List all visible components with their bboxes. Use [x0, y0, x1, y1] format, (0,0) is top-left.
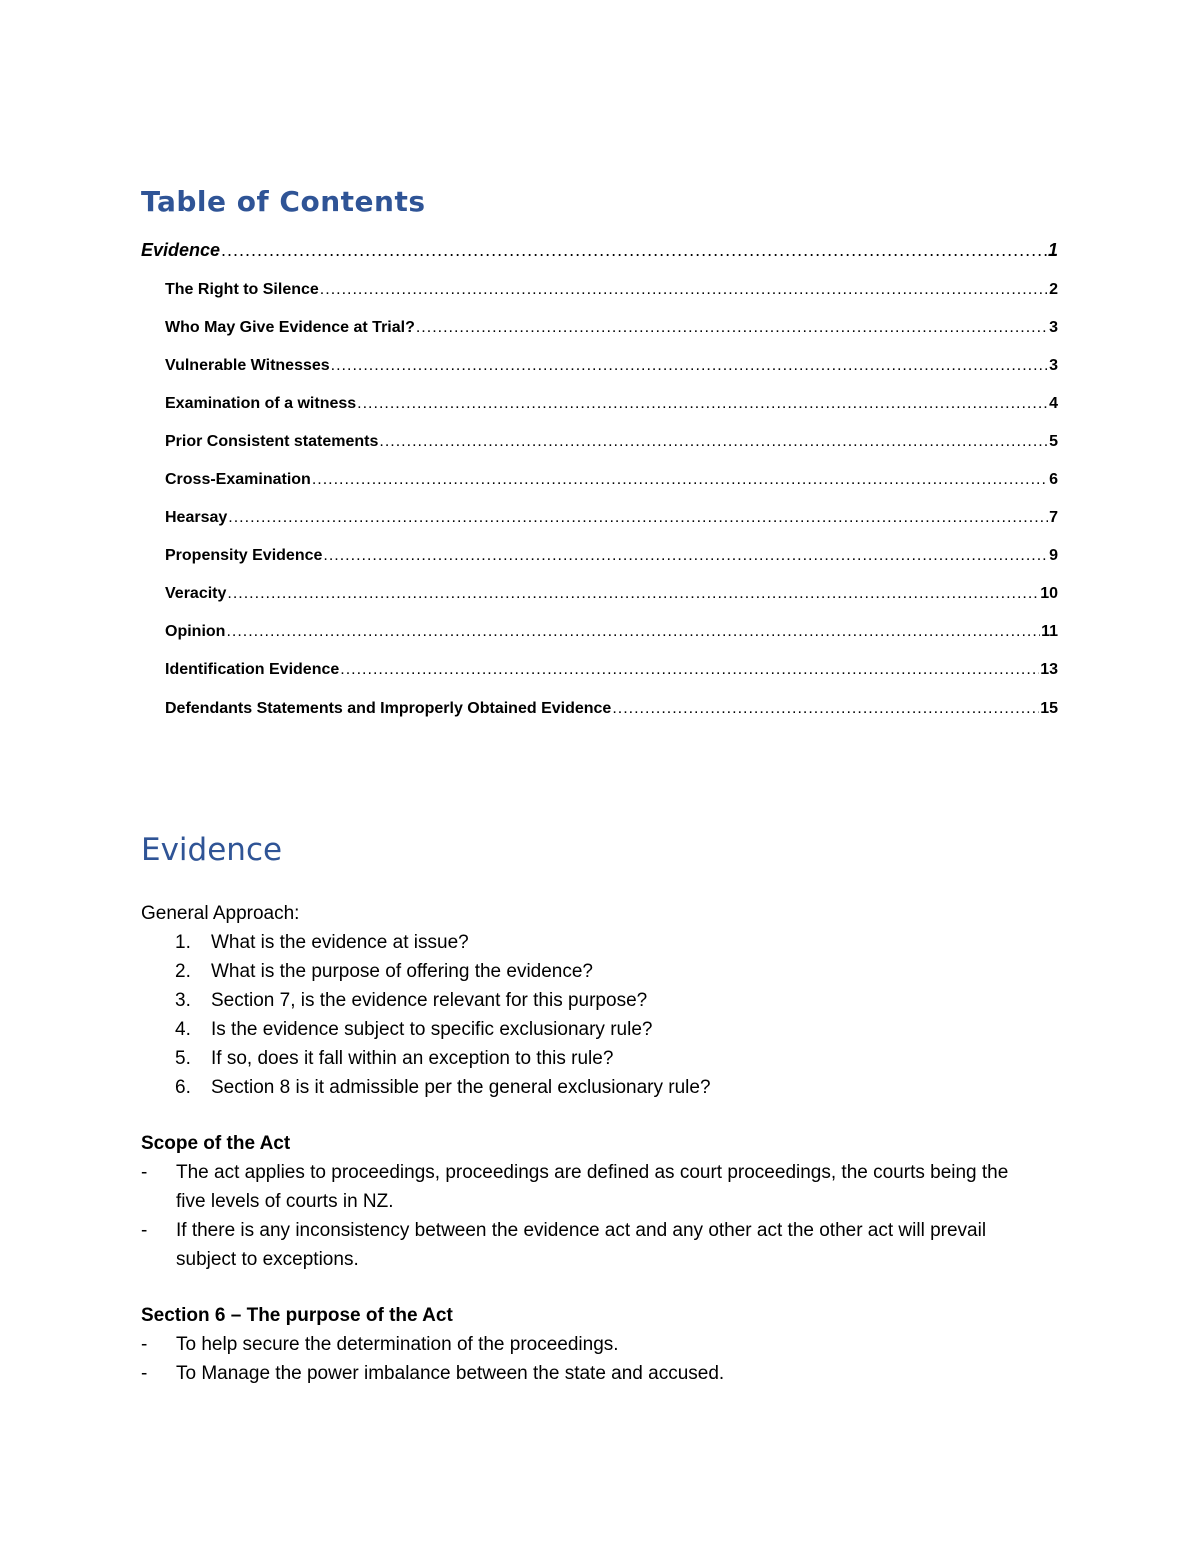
list-item-text: What is the evidence at issue?: [211, 932, 469, 953]
toc-page-number: 1: [1047, 240, 1058, 260]
toc-entry-label: Hearsay: [165, 509, 228, 526]
toc-entry-opinion[interactable]: [165, 623, 1058, 641]
list-number: 3.: [175, 990, 191, 1011]
toc-entry-label: Propensity Evidence: [165, 547, 323, 564]
list-item-text: What is the purpose of offering the evidence?: [211, 961, 594, 982]
toc-page-number: 10: [1040, 585, 1058, 602]
section-heading-evidence: Evidence: [141, 832, 283, 868]
toc-leader-dots: [612, 700, 1039, 718]
general-approach-steps: [141, 928, 711, 1102]
toc-leader-dots: [340, 661, 1039, 679]
list-item-text: The act applies to proceedings, proceedings are defined as court proceedings, the courts being the five levels of courts in NZ.: [176, 1162, 1009, 1212]
toc-title: Table of Contents: [141, 185, 426, 218]
list-number: 4.: [175, 1019, 191, 1040]
list-item: [141, 1216, 1041, 1274]
toc-entry-label: The Right to Silence: [165, 281, 319, 298]
toc-entry-label: Identification Evidence: [165, 661, 340, 678]
list-item-text: To help secure the determination of the proceedings.: [176, 1334, 619, 1355]
toc-entry-right-to-silence[interactable]: [165, 281, 1058, 299]
toc-entry-who-may-give-evidence[interactable]: [165, 319, 1058, 337]
toc-entry-label: Evidence: [141, 240, 221, 260]
list-number: 1.: [175, 932, 191, 953]
toc-page-number: 13: [1040, 661, 1058, 678]
toc-page-number: 4: [1049, 395, 1058, 412]
toc-entry-label: Vulnerable Witnesses: [165, 357, 330, 374]
toc-entry-label: Who May Give Evidence at Trial?: [165, 319, 415, 336]
toc-entry-evidence[interactable]: [141, 240, 1058, 261]
toc-page-number: 15: [1040, 700, 1058, 717]
toc-entry-label: Cross-Examination: [165, 471, 311, 488]
toc-entry-label: Veracity: [165, 585, 227, 602]
toc-leader-dots: [379, 433, 1048, 451]
list-item-text: To Manage the power imbalance between the state and accused.: [176, 1363, 725, 1384]
toc-entry-propensity-evidence[interactable]: [165, 547, 1058, 565]
list-item-text: If there is any inconsistency between the evidence act and any other act the other act will prevail subject to exceptions.: [176, 1220, 987, 1270]
toc-page-number: 2: [1049, 281, 1058, 298]
list-item: [141, 986, 711, 1015]
list-item: [141, 1359, 1041, 1388]
toc-page-number: 6: [1049, 471, 1058, 488]
toc-leader-dots: [357, 395, 1048, 413]
list-item-text: Is the evidence subject to specific exclusionary rule?: [211, 1019, 653, 1040]
toc-entry-hearsay[interactable]: [165, 509, 1058, 527]
toc-entry-prior-consistent-statements[interactable]: [165, 433, 1058, 451]
list-number: 2.: [175, 961, 191, 982]
list-item: [141, 1158, 1041, 1216]
list-item: [141, 1330, 1041, 1359]
list-item-text: If so, does it fall within an exception to this rule?: [211, 1048, 614, 1069]
toc-entry-label: Defendants Statements and Improperly Obtained Evidence: [165, 700, 612, 717]
toc-leader-dots: [416, 319, 1048, 337]
toc-leader-dots: [312, 471, 1048, 489]
dash-bullet: -: [141, 1220, 148, 1241]
toc-leader-dots: [323, 547, 1048, 565]
toc-leader-dots: [226, 623, 1040, 641]
toc-entry-label: Prior Consistent statements: [165, 433, 379, 450]
general-approach-label: General Approach:: [141, 903, 300, 924]
toc-page-number: 5: [1049, 433, 1058, 450]
toc-entry-label: Opinion: [165, 623, 226, 640]
purpose-heading: Section 6 – The purpose of the Act: [141, 1305, 453, 1326]
dash-bullet: -: [141, 1162, 148, 1183]
toc-leader-dots: [331, 357, 1048, 375]
toc-page-number: 3: [1049, 319, 1058, 336]
list-item-text: Section 8 is it admissible per the general exclusionary rule?: [211, 1077, 711, 1098]
toc-leader-dots: [221, 240, 1047, 261]
list-number: 6.: [175, 1077, 191, 1098]
toc-entry-vulnerable-witnesses[interactable]: [165, 357, 1058, 375]
scope-heading: Scope of the Act: [141, 1133, 291, 1154]
toc-page-number: 3: [1049, 357, 1058, 374]
list-item-text: Section 7, is the evidence relevant for this purpose?: [211, 990, 648, 1011]
toc-leader-dots: [320, 281, 1048, 299]
toc-entry-identification-evidence[interactable]: [165, 661, 1058, 679]
toc-entry-veracity[interactable]: [165, 585, 1058, 603]
toc-entry-examination-of-witness[interactable]: [165, 395, 1058, 413]
list-item: [141, 957, 711, 986]
list-number: 5.: [175, 1048, 191, 1069]
toc-leader-dots: [227, 585, 1039, 603]
list-item: [141, 928, 711, 957]
list-item: [141, 1044, 711, 1073]
dash-bullet: -: [141, 1334, 148, 1355]
purpose-list: [141, 1330, 1041, 1388]
scope-list: [141, 1158, 1041, 1274]
toc-leader-dots: [228, 509, 1048, 527]
toc-entry-defendants-statements[interactable]: [165, 700, 1058, 718]
dash-bullet: -: [141, 1363, 148, 1384]
toc-entry-label: Examination of a witness: [165, 395, 357, 412]
toc-page-number: 7: [1049, 509, 1058, 526]
list-item: [141, 1015, 711, 1044]
toc-page-number: 9: [1049, 547, 1058, 564]
list-item: [141, 1073, 711, 1102]
toc-page-number: 11: [1041, 623, 1058, 640]
toc-entry-cross-examination[interactable]: [165, 471, 1058, 489]
